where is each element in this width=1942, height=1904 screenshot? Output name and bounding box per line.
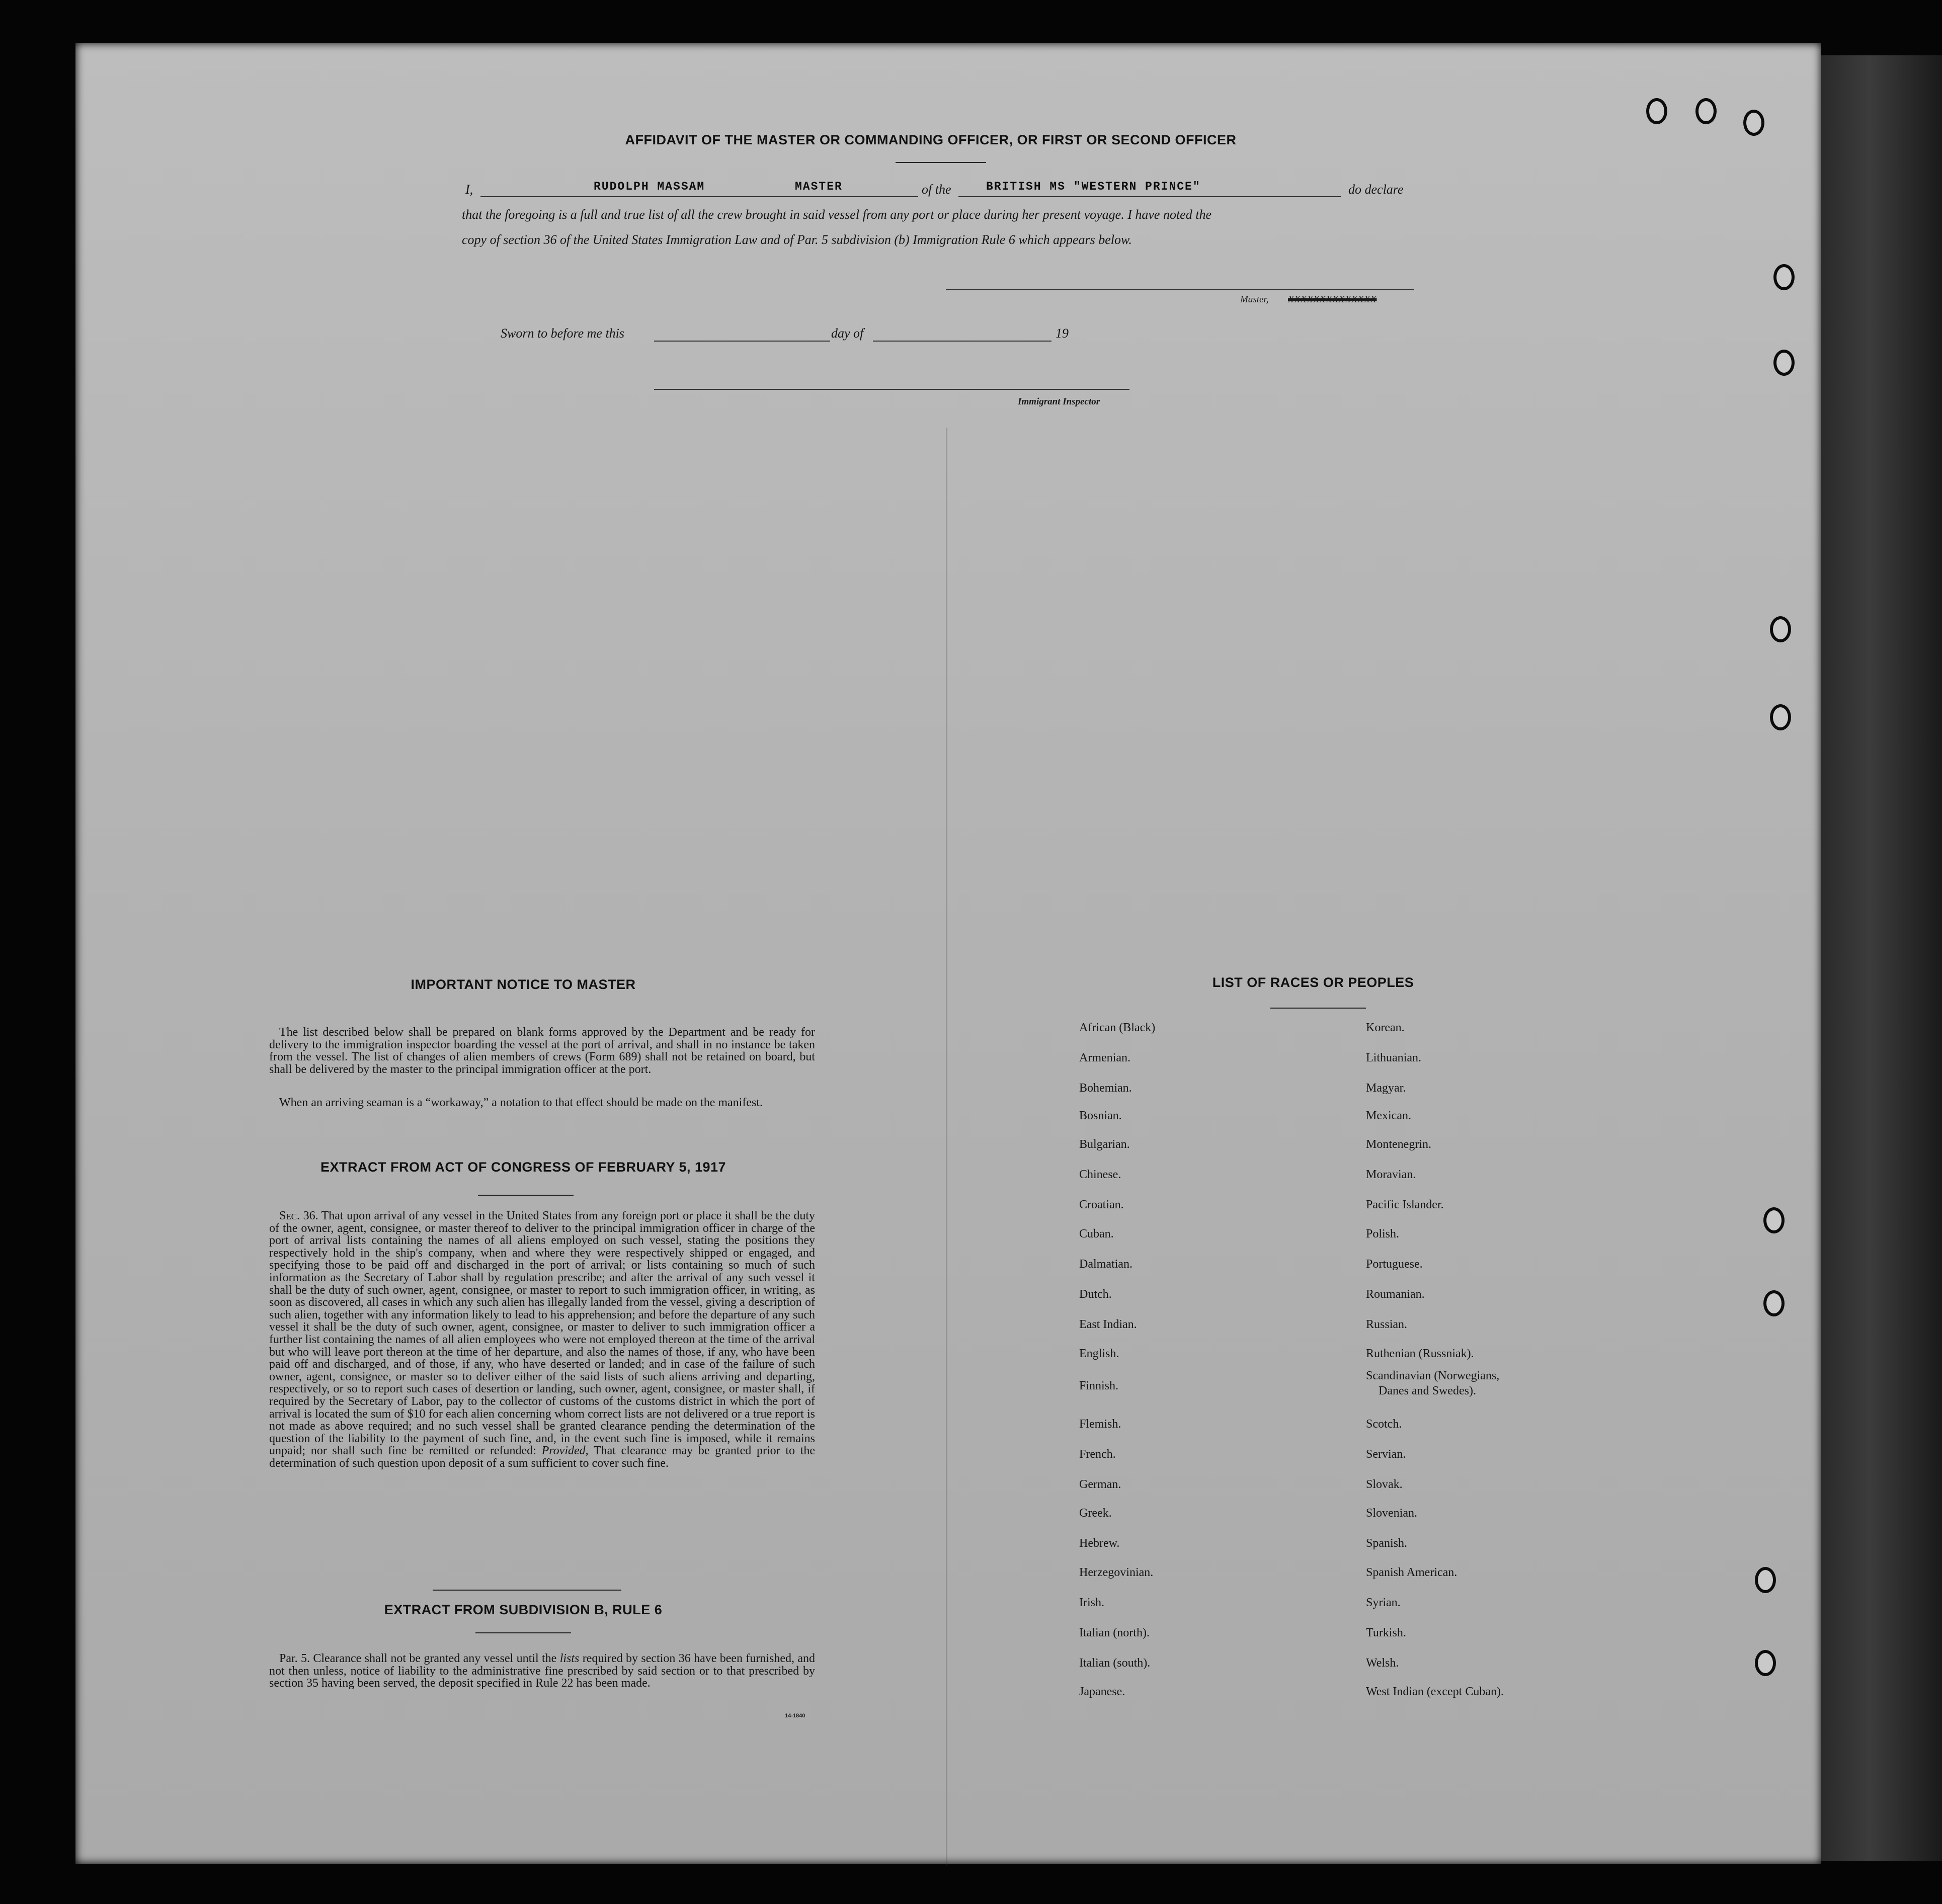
race-item: Japanese. [1079, 1685, 1125, 1698]
act-extract-text [269, 1210, 815, 1469]
year-label: 19 [1056, 326, 1069, 341]
vessel-name: BRITISH MS "WESTERN PRINCE" [986, 180, 1201, 193]
race-item: Scandinavian (Norwegians, [1366, 1369, 1500, 1382]
race-item: Dalmatian. [1079, 1258, 1132, 1271]
notice-title: IMPORTANT NOTICE TO MASTER [411, 977, 636, 992]
form-number: 14-1840 [785, 1713, 805, 1719]
binder-hole [1770, 616, 1791, 642]
binder-hole [1763, 1290, 1785, 1316]
race-item: Finnish. [1079, 1379, 1119, 1392]
act-end-divider [433, 1590, 621, 1591]
race-item: Slovenian. [1366, 1507, 1417, 1520]
sec-label: Sec. [279, 1209, 300, 1222]
race-item: African (Black) [1079, 1021, 1156, 1034]
race-item: Spanish. [1366, 1537, 1408, 1550]
do-declare-label: do declare [1348, 182, 1404, 197]
race-item: Herzegovinian. [1079, 1566, 1154, 1579]
declarant-line [480, 196, 918, 197]
binder-hole [1755, 1650, 1776, 1676]
race-item: Polish. [1366, 1227, 1400, 1240]
struck-title: XXXXXXXXXXXXXX [1288, 294, 1377, 305]
race-item: Danes and Swedes). [1379, 1384, 1476, 1397]
rule-text-b: required by section 36 have been furnished, and not then unless, notice of liability to the administrative fine prescribed by said section or to that prescribed by section 35 having been served, the deposit specified in Rule 22 has been made. [269, 1652, 816, 1690]
race-item: Ruthenian (Russniak). [1366, 1347, 1474, 1360]
race-item: English. [1079, 1347, 1119, 1360]
sworn-day-line [654, 341, 830, 342]
race-item: Roumanian. [1366, 1288, 1425, 1301]
race-item: Montenegrin. [1366, 1138, 1431, 1151]
race-item: Lithuanian. [1366, 1051, 1421, 1064]
race-item: Mexican. [1366, 1109, 1411, 1122]
provided-label: Provided, [541, 1444, 589, 1458]
races-title: LIST OF RACES OR PEOPLES [1212, 975, 1414, 990]
act-extract-title: EXTRACT FROM ACT OF CONGRESS OF FEBRUARY 5, 1917 [320, 1160, 726, 1175]
act-divider [478, 1195, 574, 1196]
form-page [75, 43, 1821, 1864]
race-item: German. [1079, 1478, 1121, 1491]
binder-hole [1743, 110, 1764, 136]
binder-hole [1773, 350, 1795, 376]
master-name: RUDOLPH MASSAM [594, 180, 705, 193]
of-the-label: of the [922, 182, 951, 197]
binder-hole [1695, 98, 1717, 124]
race-item: Hebrew. [1079, 1537, 1120, 1550]
binder-hole [1763, 1207, 1785, 1233]
master-signature-label: Master, [1240, 294, 1269, 305]
race-item: West Indian (except Cuban). [1366, 1685, 1504, 1698]
race-item: Armenian. [1079, 1051, 1130, 1064]
declarant-prefix: I, [465, 182, 473, 197]
title-divider [896, 162, 986, 163]
declaration-line-3: copy of section 36 of the United States Immigration Law and of Par. 5 subdivision (b) Immigration Rule 6 which appears below. [462, 232, 1132, 247]
binder-hole [1755, 1567, 1776, 1593]
race-item: Moravian. [1366, 1168, 1416, 1181]
binder-hole [1773, 264, 1795, 290]
race-item: Turkish. [1366, 1626, 1406, 1639]
race-item: Italian (south). [1079, 1657, 1151, 1670]
rule-text-a: Par. 5. Clearance shall not be granted any vessel until the [279, 1652, 557, 1665]
master-signature-line [946, 289, 1414, 290]
race-item: Bosnian. [1079, 1109, 1122, 1122]
race-item: Greek. [1079, 1507, 1112, 1520]
race-item: Croatian. [1079, 1198, 1124, 1211]
act-body: 36. That upon arrival of any vessel in the United States from any foreign port or place it shall be the duty of the owner, agent, consignee, or master thereof to deliver to the principal immigration officer in charge of the port of arrival lists containing the names of all aliens employed on such vessel, stating the positions they respectively hold in the ship's company, when and where they were respectively shipped or engaged, and specifying those to be paid off and discharged in the port of arrival; or lists containing so much of such information as the Secretary of Labor shall by regulation prescribe; and after the arrival of any such vessel it shall be the duty of such owner, agent, consignee, or master to report to such immigration officer, in writing, as soon as discovered, all cases in which any such alien has illegally landed from the vessel, giving a description of such alien, together with any information likely to lead to his apprehension; and before the departure of any such vessel it shall be the duty of such owner, agent, consignee, or master to deliver to such immigration officer a further list containing the names of all alien employees who were not employed thereon at the time of the arrival but who will leave port thereon at the time of her departure, and also the names of those, if any, who have been paid off and discharged, and of those, if any, who have deserted or landed; and in case of the failure of such owner, agent, consignee, or master so to deliver either of the said lists of such aliens arriving and departing, respectively, or so to report such cases of desertion or landing, such owner, agent, consignee, or master shall, if required by the Secretary of Labor, pay to the collector of customs of the customs district in which the port of arrival is located the sum of $10 for each alien concerning whom correct lists are not delivered or a true report is not made as above required; and no such vessel shall be granted clearance pending the determination of the question of the liability to the payment of such fine, and, in the event such fine is imposed, while it remains unpaid; nor shall such fine be remitted or refunded: [269, 1209, 816, 1458]
race-item: Bohemian. [1079, 1082, 1132, 1095]
race-item: Servian. [1366, 1448, 1406, 1461]
inspector-signature-line [654, 389, 1129, 390]
sworn-label: Sworn to before me this [501, 326, 625, 341]
race-item: Irish. [1079, 1596, 1104, 1609]
race-item: Spanish American. [1366, 1566, 1458, 1579]
declaration-line-2: that the foregoing is a full and true list of all the crew brought in said vessel from any port or place during her present voyage. I have noted the [462, 207, 1211, 222]
binder-hole [1770, 704, 1791, 730]
races-divider [1270, 1008, 1366, 1009]
race-item: French. [1079, 1448, 1116, 1461]
rule-extract-title: EXTRACT FROM SUBDIVISION B, RULE 6 [384, 1602, 663, 1617]
race-item: Welsh. [1366, 1657, 1399, 1670]
notice-paragraph-1: The list described below shall be prepared on blank forms approved by the Department and be ready for delivery to the immigration inspector boarding the vessel at the port of arrival, and shall in no instance be taken from the vessel. The list of changes of alien members of crews (Form 689) shall not be retained on board, but shall be delivered by the master to the principal immigration officer at the port. [269, 1026, 815, 1076]
race-item: Scotch. [1366, 1418, 1402, 1431]
race-item: Pacific Islander. [1366, 1198, 1444, 1211]
rule-divider [475, 1632, 571, 1633]
vessel-line [958, 196, 1341, 197]
race-item: Chinese. [1079, 1168, 1121, 1181]
race-item: Dutch. [1079, 1288, 1112, 1301]
race-item: Italian (north). [1079, 1626, 1150, 1639]
race-item: Syrian. [1366, 1596, 1401, 1609]
race-item: Korean. [1366, 1021, 1405, 1034]
rule-extract-text [269, 1652, 815, 1690]
race-item: Portuguese. [1366, 1258, 1423, 1271]
page-fold-line [946, 428, 947, 1866]
sworn-month-line [873, 341, 1051, 342]
lists-word: lists [559, 1652, 580, 1665]
race-item: Bulgarian. [1079, 1138, 1130, 1151]
master-rank: MASTER [795, 180, 843, 193]
race-item: East Indian. [1079, 1318, 1137, 1331]
day-of-label: day of [831, 326, 864, 341]
race-item: Cuban. [1079, 1227, 1114, 1240]
affidavit-title: AFFIDAVIT OF THE MASTER OR COMMANDING OFFICER, OR FIRST OR SECOND OFFICER [625, 132, 1237, 147]
race-item: Flemish. [1079, 1418, 1121, 1431]
notice-paragraph-2: When an arriving seaman is a “workaway,” a notation to that effect should be made on the manifest. [279, 1096, 763, 1109]
background-page-edge [1821, 55, 1942, 1861]
inspector-label: Immigrant Inspector [1018, 396, 1100, 407]
race-item: Magyar. [1366, 1082, 1406, 1095]
race-item: Russian. [1366, 1318, 1408, 1331]
race-item: Slovak. [1366, 1478, 1403, 1491]
act-tail: That clearance may be granted prior to the determination of such question upon deposit of a sum sufficient to cover such fine. [269, 1444, 816, 1470]
binder-hole [1646, 98, 1667, 124]
